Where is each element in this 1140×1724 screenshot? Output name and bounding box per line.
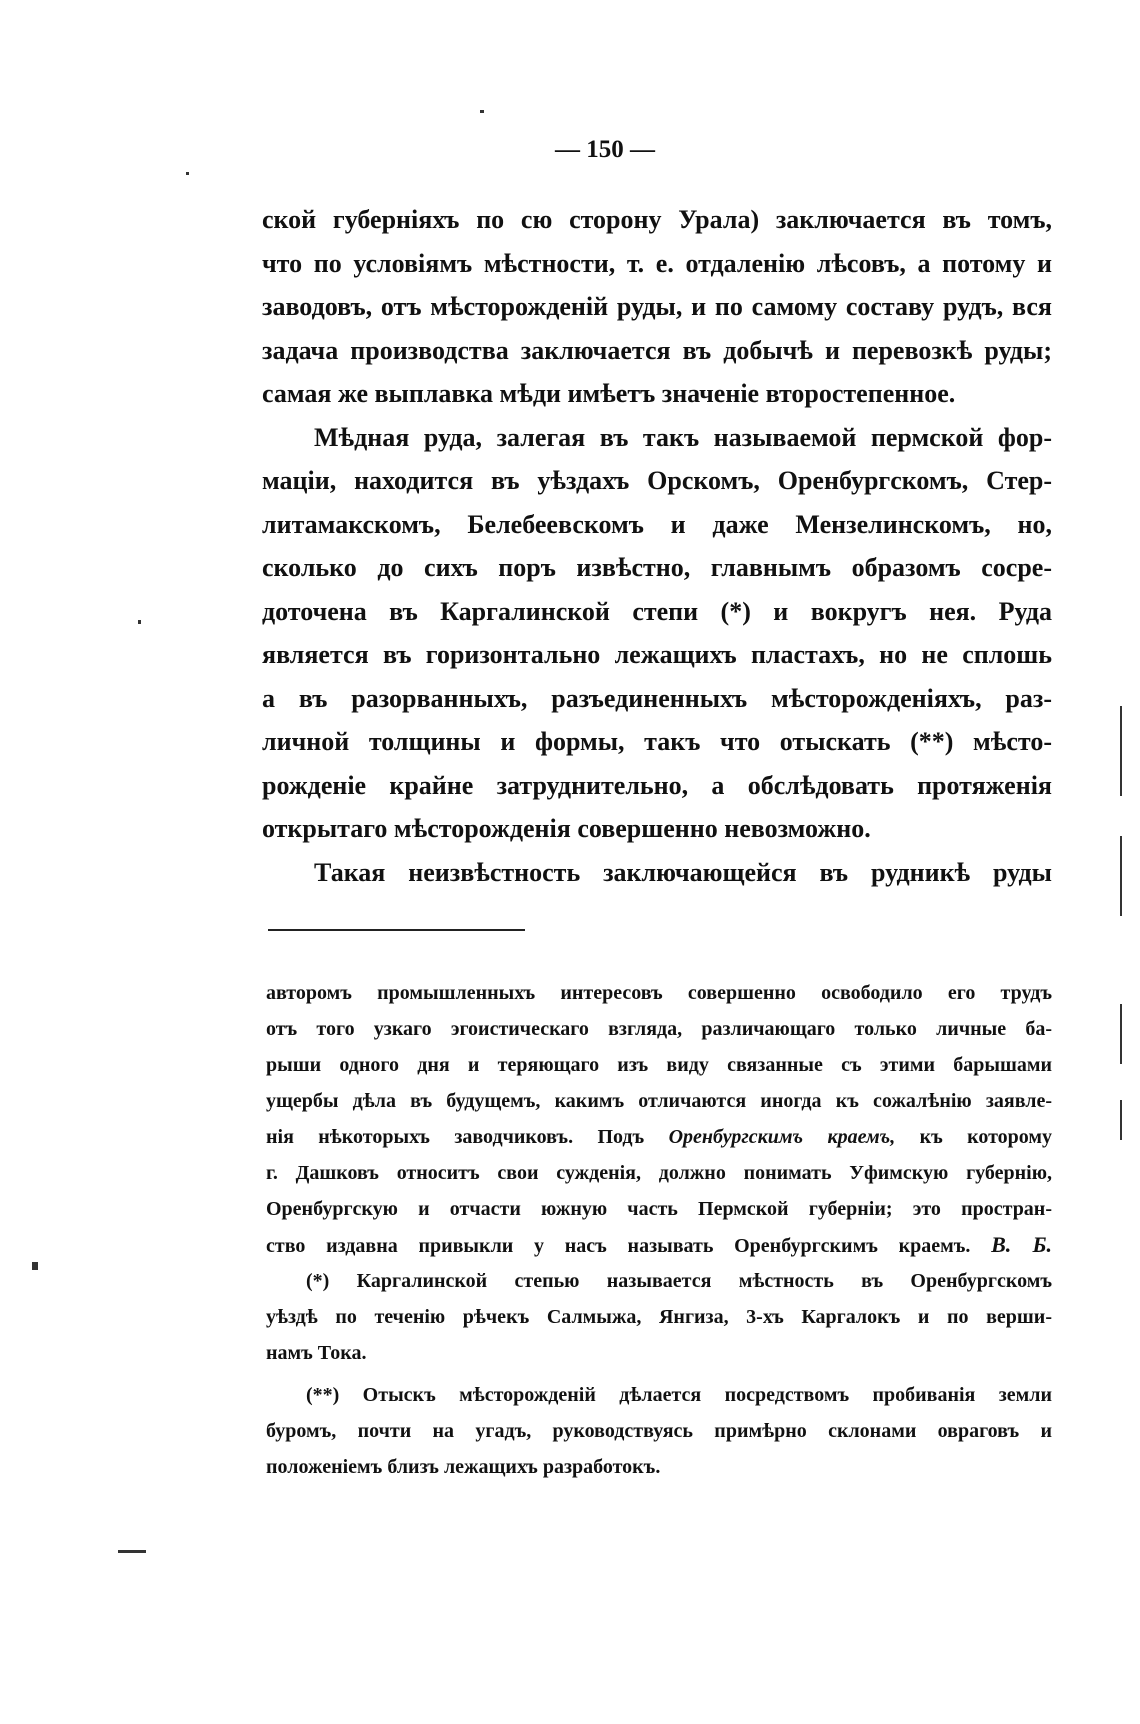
scan-speck (118, 1550, 146, 1553)
scan-edge-mark (1120, 706, 1122, 796)
author-signature: В. Б. (991, 1232, 1052, 1257)
text-line: доточена въ Каргалинской степи (*) и вокругъ нея. Руда (262, 596, 1052, 626)
footnote-line: Оренбургскую и отчасти южную часть Пермской губерніи; это простран- (266, 1198, 1052, 1220)
footnote-line (266, 1227, 1052, 1263)
text-line: ской губерніяхъ по сю сторону Урала) заключается въ томъ, (262, 205, 1052, 234)
footnote-separator (268, 929, 525, 931)
italic-term: Оренбургскимъ краемъ, (668, 1126, 896, 1148)
text-line: самая же выплавка мѣди имѣетъ значеніе второстепенное. (262, 379, 956, 408)
footnote-line: г. Дашковъ относитъ свои сужденія, должно понимать Уфимскую губернію, (266, 1162, 1052, 1184)
page-number: — 150 — (555, 136, 655, 163)
text-line: личной толщины и формы, такъ что отыскать (**) мѣсто- (262, 727, 1052, 756)
text-line: Мѣдная руда, залегая въ такъ называемой пермской фор- (314, 422, 1052, 452)
footnote-1-line: намъ Тока. (266, 1342, 367, 1364)
text-line: рожденіе крайне затруднительно, а обслѣдовать протяженія (262, 770, 1052, 800)
footnote-line (266, 1119, 1052, 1155)
scan-edge-mark (1120, 836, 1122, 916)
scan-speck (32, 1262, 38, 1270)
footnote-1-line: уѣздѣ по теченію рѣчекъ Салмыжа, Янгиза, 3-хъ Каргалокъ и по верши- (266, 1306, 1052, 1328)
footnote-2-line: положеніемъ близъ лежащихъ разработокъ. (266, 1456, 661, 1478)
text-line: маціи, находится въ уѣздахъ Орскомъ, Оренбургскомъ, Стер- (262, 466, 1052, 495)
footnote-2-line: буромъ, почти на угадъ, руководствуясь примѣрно склонами овраговъ и (266, 1420, 1052, 1442)
footnote-2-line: (**) Отыскъ мѣсторожденій дѣлается посредствомъ пробиванія земли (306, 1384, 1052, 1406)
scan-edge-mark (1120, 1100, 1122, 1140)
footnote-text: нія нѣкоторыхъ заводчиковъ. Подъ (266, 1126, 645, 1148)
scan-edge-mark (1120, 1004, 1122, 1064)
text-line: является въ горизонтально лежащихъ пластахъ, но не сплошь (262, 640, 1052, 669)
text-line: открытаго мѣсторожденія совершенно невозможно. (262, 814, 871, 843)
text-line: сколько до сихъ поръ извѣстно, главнымъ образомъ сосре- (262, 553, 1052, 582)
text-line: Такая неизвѣстность заключающейся въ рудникѣ руды (314, 857, 1052, 887)
footnotes-block (266, 975, 1052, 1485)
text-line: заводовъ, отъ мѣсторожденій руды, и по самому составу рудъ, вся (262, 292, 1052, 321)
text-line: что по условіямъ мѣстности, т. е. отдаленію лѣсовъ, а потому и (262, 248, 1052, 278)
scan-speck (186, 172, 189, 175)
footnote-text: ство издавна привыкли у насъ называть Оренбургскимъ краемъ. (266, 1235, 971, 1257)
footnote-line: отъ того узкаго эгоистическаго взгляда, различающаго только личные ба- (266, 1018, 1052, 1040)
footnote-line: ущербы дѣла въ будущемъ, какимъ отличаются иногда къ сожалѣнію заявле- (266, 1090, 1052, 1112)
text-line: а въ разорванныхъ, разъединенныхъ мѣсторожденіяхъ, раз- (262, 683, 1052, 713)
footnote-text: къ которому (919, 1126, 1053, 1148)
scan-speck (138, 620, 141, 624)
footnote-line: рыши одного дня и теряющаго изъ виду связанные съ этими барышами (266, 1054, 1052, 1076)
main-text-block (262, 198, 1052, 894)
text-line: задача производства заключается въ добычѣ и перевозкѣ руды; (262, 335, 1052, 365)
scan-speck (480, 110, 484, 113)
footnote-line: авторомъ промышленныхъ интересовъ совершенно освободило его трудъ (266, 982, 1052, 1004)
footnote-1-line: (*) Каргалинской степью называется мѣстность въ Оренбургскомъ (306, 1270, 1052, 1292)
text-line: литамакскомъ, Белебеевскомъ и даже Мензелинскомъ, но, (262, 509, 1052, 539)
